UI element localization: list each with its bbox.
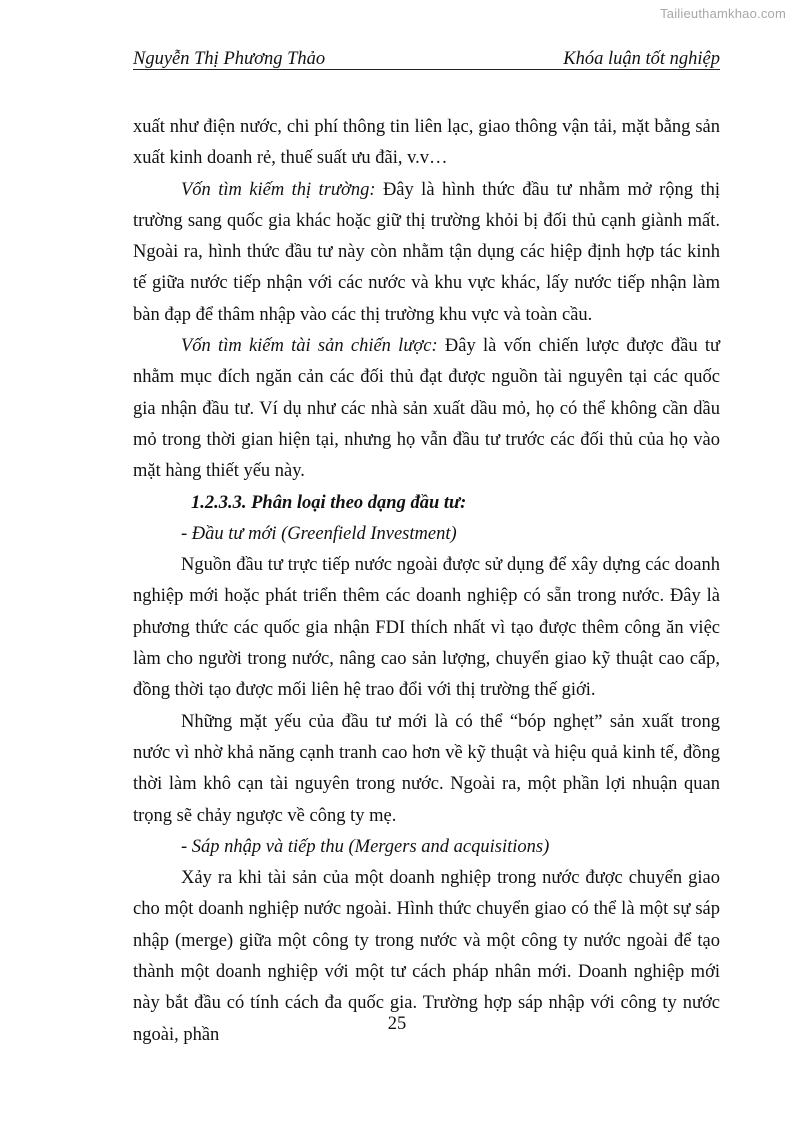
- paragraph-strategic-asset-text: Đây là vốn chiến lược được đầu tư nhằm mục đích ngăn cản các đối thủ đạt được nguồn tài nguyên tại các quốc gia nhận đầu tư. Ví dụ như các nhà sản xuất dầu mỏ, họ có thể không cần dầu mỏ trong thời gian hiện tại, nhưng họ vẫn đầu tư trước các đối thủ của họ vào mặt hàng thiết yếu này.: [133, 336, 720, 482]
- paragraph-market-seeking-text: Đây là hình thức đầu tư nhằm mở rộng thị trường sang quốc gia khác hoặc giữ thị trường khỏi bị đối thủ cạnh giành mất. Ngoài ra, hình thức đầu tư này còn nhằm tận dụng các hiệp định hợp tác kinh tế giữa nước tiếp nhận với các nước và khu vực khác, lấy nước tiếp nhận làm bàn đạp để thâm nhập vào các thị trường khu vực và toàn cầu.: [133, 179, 720, 325]
- page-body: [133, 112, 720, 1051]
- paragraph-greenfield-weakness: Những mặt yếu của đầu tư mới là có thể “bóp nghẹt” sản xuất trong nước vì nhờ khả năng cạnh tranh cao hơn về kỹ thuật và hiệu quả kinh tế, đồng thời làm khô cạn tài nguyên trong nước. Ngoài ra, một phần lợi nhuận quan trọng sẽ chảy ngược về công ty mẹ.: [133, 711, 720, 826]
- page-header: [133, 47, 720, 70]
- paragraph-continuation: xuất như điện nước, chi phí thông tin liên lạc, giao thông vận tải, mặt bằng sản xuất kinh doanh rẻ, thuế suất ưu đãi, v.v…: [133, 117, 720, 169]
- header-author: Nguyễn Thị Phương Thảo: [133, 49, 326, 69]
- header-doc-type: Khóa luận tốt nghiệp: [563, 49, 720, 69]
- paragraph-mergers: Xảy ra khi tài sản của một doanh nghiệp trong nước được chuyển giao cho một doanh nghiệp nước ngoài. Hình thức chuyển giao có thể là một sự sáp nhập (merge) giữa một công ty trong nước và một công ty nước ngoài để tạo thành một doanh nghiệp với một tư cách pháp nhân mới. Doanh nghiệp mới này bắt đầu có tính cách đa quốc gia. Trường hợp sáp nhập với công ty nước ngoài, phần: [133, 868, 720, 1045]
- paragraph-market-seeking: [133, 175, 720, 331]
- term-market-seeking: Vốn tìm kiếm thị trường:: [181, 179, 376, 200]
- section-heading: 1.2.3.3. Phân loại theo dạng đầu tư:: [191, 492, 467, 513]
- subheading-greenfield: - Đầu tư mới (Greenfield Investment): [181, 523, 457, 544]
- paragraph-greenfield: Nguồn đầu tư trực tiếp nước ngoài được sử dụng để xây dựng các doanh nghiệp mới hoặc phát triển thêm các doanh nghiệp có sẵn trong nước. Đây là phương thức các quốc gia nhận FDI thích nhất vì tạo được thêm công ăn việc làm cho người trong nước, nâng cao sản lượng, chuyển giao kỹ thuật cao cấp, đồng thời tạo được mối liên hệ trao đổi với thị trường thế giới.: [133, 555, 720, 701]
- page-number: 25: [387, 1014, 407, 1034]
- term-strategic-asset: Vốn tìm kiếm tài sản chiến lược:: [181, 336, 438, 357]
- paragraph-strategic-asset: [133, 331, 720, 487]
- watermark: Tailieuthamkhao.com: [660, 6, 786, 21]
- subheading-mergers: - Sáp nhập và tiếp thu (Mergers and acquisitions): [181, 836, 550, 857]
